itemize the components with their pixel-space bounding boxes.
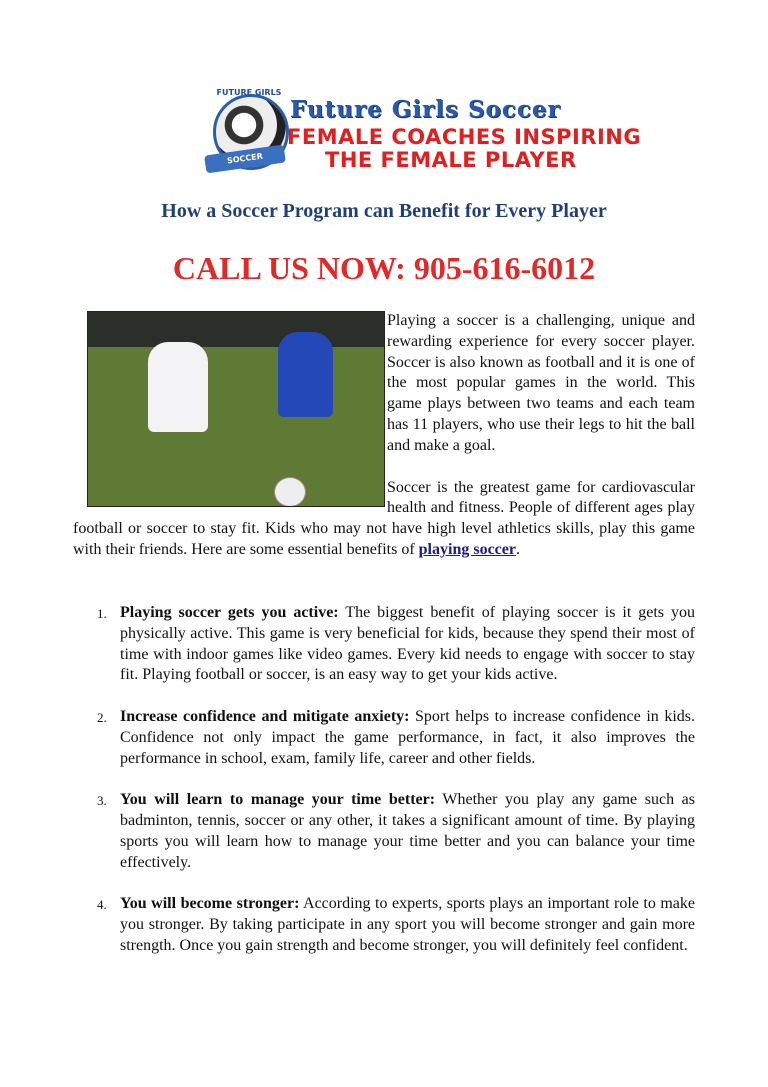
list-item-heading: You will learn to manage your time better: xyxy=(120,791,436,809)
list-number: 4. xyxy=(97,897,107,913)
list-item-text: Sport helps to increase confidence in kids. Confidence not only impact the game performance, in fact, it also improves the performance in school, exam, family life, career and other fields. xyxy=(120,707,695,767)
playing-soccer-link[interactable]: playing soccer xyxy=(418,540,516,558)
list-item-text: According to experts, sports plays an important role to make you stronger. By taking participate in any sport you will become stronger and gain more strength. Once you gain strength and become stronger, you will definitely feel confident. xyxy=(120,895,695,954)
list-item xyxy=(73,790,695,873)
intro-paragraph-2-text: Soccer is the greatest game for cardiovascular health and fitness. People of different ages play football or soccer to stay fit. Kids who may not have high level athletics skills, play this game with their friends. Here are some essential benefits of xyxy=(73,478,695,558)
logo-tagline-1: FEMALE COACHES INSPIRING xyxy=(287,125,642,149)
logo-ribbon: SOCCER xyxy=(204,145,286,174)
logo-title: Future Girls Soccer xyxy=(290,96,561,123)
ball-in-photo xyxy=(274,477,306,507)
future-girls-soccer-logo xyxy=(205,88,642,180)
period: . xyxy=(515,540,520,558)
soccer-players-photo xyxy=(87,311,385,507)
page-title: How a Soccer Program can Benefit for Every Player xyxy=(161,200,607,222)
intro-paragraph-1: Playing a soccer is a challenging, unique and rewarding experience for every soccer player. Soccer is also known as football and it is one of the most popular games in the world. This game plays between two teams and each team has 11 players, who use their legs to hit the ball and make a goal. xyxy=(387,312,695,454)
call-us-phone: CALL US NOW: 905-616-6012 xyxy=(172,250,596,286)
logo-ring-text: FUTURE GIRLS xyxy=(216,88,282,97)
list-item-text: The biggest benefit of playing soccer is it gets you physically active. This game is very beneficial for kids, because they spend their most of time with indoor games like video games. Every kid needs to engage with soccer to stay fit. Playing football or soccer, is an easy way to get your kids active. xyxy=(120,604,695,684)
list-item-heading: You will become stronger: xyxy=(120,895,300,913)
list-item-text: Whether you play any game such as badminton, tennis, soccer or any other, it takes a significant amount of time. By playing sports you will learn how to manage your time better and you can balance your time effectively. xyxy=(120,791,695,871)
list-item xyxy=(73,603,695,686)
list-number: 2. xyxy=(97,709,107,725)
list-number: 1. xyxy=(97,606,107,621)
list-item-heading: Increase confidence and mitigate anxiety: xyxy=(120,707,410,725)
player-white xyxy=(148,342,208,432)
list-item-heading: Playing soccer gets you active: xyxy=(120,604,339,621)
logo-tagline-2: THE FEMALE PLAYER xyxy=(325,148,577,172)
list-item xyxy=(73,894,695,956)
benefits-list xyxy=(73,603,695,977)
list-item xyxy=(73,707,695,769)
list-number: 3. xyxy=(97,793,107,809)
intro-section xyxy=(73,311,695,561)
player-blue xyxy=(278,332,333,417)
